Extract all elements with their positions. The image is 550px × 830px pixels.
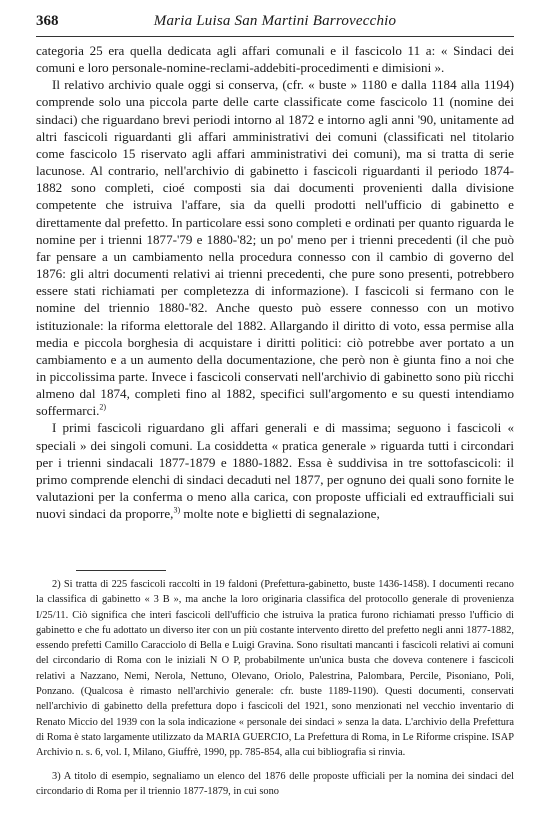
running-title: Maria Luisa San Martini Barrovecchio (153, 13, 397, 29)
footnote-ref: 2) (99, 402, 107, 412)
footnote-text: A titolo di esempio, segnaliamo un elenco del 1876 delle proposte ufficiali per la nomina dei sindaci del circondario di Roma per il triennio 1877-1879, in cui sono (36, 770, 514, 797)
paragraph (36, 76, 514, 419)
footnote-text: Si tratta di 225 fascicoli raccolti in 19 faldoni (Prefettura-gabinetto, buste 1436-1458). I documenti recano la classifica di gabinetto « 3 B », ma anche la loro originaria classifica del protocollo generale di provenienza I/25/11. Ciò significa che interi fascicoli dell'ufficio che istruiva la pratica furono richiamati presso l'ufficio di gabinetto e che fu adottato un diverso iter con un più costante intervento diretto del prefetto negli anni 1877-1882, essendo prefetti Camillo Caracciolo di Bella e Luigi Gravina. Sono risultati mancanti i fascicoli relativi ai comuni del circondario di Roma con le iniziali N O P, probabilmente un'unica busta che doveva contenere i fascicoli relativi a Nazzano, Nemi, Nerola, Nettuno, Olevano, Oriolo, Palestrina, Palombara, Percile, Pisoniano, Poli, Ponzano. (Qualcosa è rimasto nell'archivio generale: cfr. buste 1189-1190). Questi documenti, conservati nell'archivio di gabinetto della prefettura dopo i fascicoli del 1921, sono menzionati nel vecchio inventario di Renato Miccio del 1939 con la sola indicazione « personale dei sindaci » senza la data. L'archivio della Prefettura di Roma è stato largamente utilizzato da MARIA GUERCIO, La Prefettura di Roma, in Le Riforme crispine. ISAP Archivio n. s. 6, vol. I, Milano, Giuffrè, 1990, pp. 785-854, alla cui bibliografia si rinvia. (36, 579, 514, 759)
footnote-mark: 3) (52, 770, 61, 782)
paragraph-text-end: molte note e biglietti di segnalazione, (180, 506, 380, 522)
header-rule (36, 36, 514, 37)
paragraph-text: Il relativo archivio quale oggi si conserva, (cfr. « buste » 1180 e dalla 1184 alla 1194) comprende solo una piccola parte delle carte classificate come fascicolo 11 (nomine dei sindaci) che riguardano brevi periodi intorno al 1872 e intorno agli anni '90, unitamente ad altri fascicoli riguardanti gli affari amministrativi dei comuni (classificati nel titolario come fascicolo 15 riservato agli affari amministrativi dei comuni), ma si tratta di serie lacunose. Al contrario, nell'archivio di gabinetto i fascicoli riguardanti il periodo 1874-1882 sono completi, cioé composti sia dai documenti provenienti dalla divisione competente che istruiva l'affare, sia da quelli prodotti nell'ufficio di gabinetto e direttamente dal prefetto. In particolare essi sono completi e ordinati per quanto riguarda le nomine per i trienni 1877-'79 e 1880-'82; un po' meno per i trienni precedenti (il che può far pensare a un cambiamento nella procedura connesso con il cambio di governo del 1876: gli altri documenti relativi ai trienni precedenti, che pure sono presenti, potrebbero essere stati richiamati per completezza di informazione). I fascicoli si fermano con le nomine del triennio 1880-'82. Anche questo può essere connesso con un motivo istituzionale: la riforma elettorale del 1882. Allargando il diritto di voto, essa permise alla media e piccola borghesia di acquistare i diritti politici: ciò potrebbe aver portato a un cambiamento e a un aumento della documentazione, che però non è giunta fino a noi che in piccolissima parte. Invece i fascicoli conservati nell'archivio di gabinetto sono più ricchi almeno dal 1874, completi fino al 1882, specifici sull'argomento e su questi intendiamo soffermarci. (36, 77, 514, 419)
paragraph-text: I primi fascicoli riguardano gli affari generali e di massima; seguono i fascicoli « speciali » dei singoli comuni. La cosiddetta « pratica generale » riguarda tutti i circondari per i trienni sindacali 1877-1879 e 1880-1882. Essa è suddivisa in tre sottofascicoli: il primo comprende elenchi di sindaci decaduti nel 1877, per ognuno dei quali sono fornite le valutazioni per la conferma o meno alla carica, con proposte ufficiali ed extraufficiali sui nuovi sindaci da proporre, (36, 420, 514, 522)
footnote (36, 577, 514, 761)
footnotes (36, 577, 514, 799)
page-header (36, 13, 514, 35)
footnote (36, 769, 514, 800)
page-number: 368 (36, 13, 59, 29)
footnote-ref: 3) (173, 505, 181, 515)
footnote-mark: 2) (52, 579, 61, 590)
paragraph (36, 419, 514, 522)
paragraph: categoria 25 era quella dedicata agli affari comunali e il fascicolo 11 a: « Sindaci dei comuni e loro personale-nomine-reclami-addebiti-procedimenti e dimisioni ». (36, 43, 514, 76)
footnote-rule (76, 570, 166, 571)
body-text (36, 42, 514, 522)
